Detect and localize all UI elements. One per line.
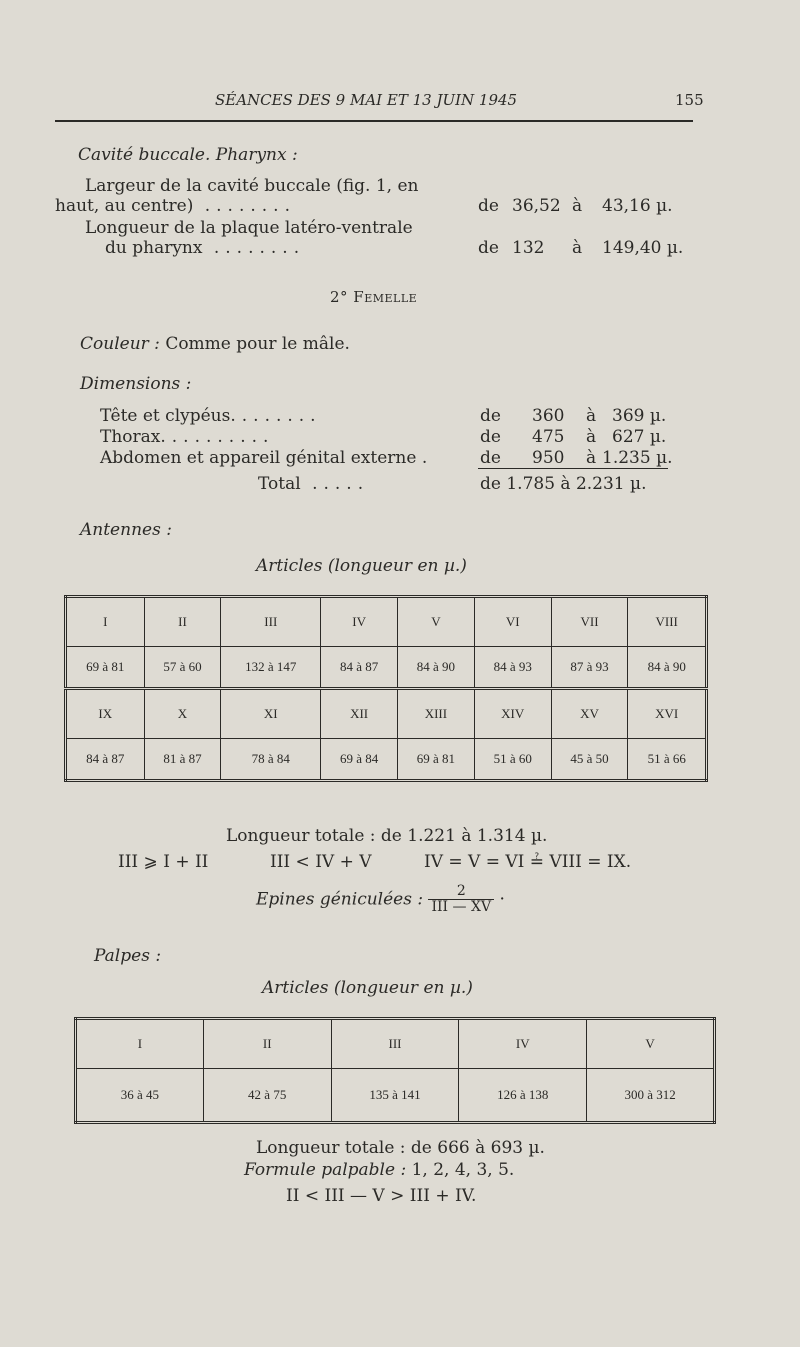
ant-h-14: XIV bbox=[474, 689, 551, 739]
ant-h-9: IX bbox=[66, 689, 145, 739]
ant-v-1: 69 à 81 bbox=[66, 647, 145, 689]
dim-thorax-max: 627 µ. bbox=[612, 427, 667, 447]
ant-v-12: 69 à 84 bbox=[321, 739, 398, 781]
ant-h-15: XV bbox=[551, 689, 628, 739]
ant-h-8: VIII bbox=[628, 597, 707, 647]
antennes-formula-3: IV = V = VI ≟ VIII = IX. bbox=[424, 852, 632, 872]
palpe-v-4: 126 à 138 bbox=[459, 1069, 587, 1123]
ant-h-6: VI bbox=[474, 597, 551, 647]
cavite-row1-de: de bbox=[478, 196, 499, 216]
epines-geniculees: Epines géniculées : $\frac{2}{\text{III — XV}}$ · bbox=[256, 883, 505, 915]
ant-v-10: 81 à 87 bbox=[144, 739, 221, 781]
antennes-formula-2: III < IV + V bbox=[270, 852, 372, 872]
palpes-label: Palpes : bbox=[94, 946, 162, 966]
palpe-h-3: III bbox=[331, 1019, 459, 1069]
ant-v-16: 51 à 66 bbox=[628, 739, 707, 781]
ant-h-12: XII bbox=[321, 689, 398, 739]
ant-h-16: XVI bbox=[628, 689, 707, 739]
ant-v-13: 69 à 81 bbox=[398, 739, 475, 781]
dim-row-thorax: Thorax.......... bbox=[100, 427, 275, 447]
palpes-total: Longueur totale : de 666 à 693 µ. bbox=[256, 1138, 545, 1158]
ant-h-13: XIII bbox=[398, 689, 475, 739]
cavite-row1-min: 36,52 bbox=[512, 196, 561, 216]
dim-abdomen-de: de bbox=[480, 448, 501, 468]
female-heading: 2° Femelle bbox=[330, 288, 418, 306]
cavite-row1-line1: Largeur de la cavité buccale (fig. 1, en bbox=[85, 176, 419, 196]
ant-v-2: 57 à 60 bbox=[144, 647, 221, 689]
dim-row-tete: Tête et clypéus........ bbox=[100, 406, 322, 426]
cavite-row2-de: de bbox=[478, 238, 499, 258]
ant-v-15: 45 à 50 bbox=[551, 739, 628, 781]
dim-tete-de: de bbox=[480, 406, 501, 426]
ant-h-4: IV bbox=[321, 597, 398, 647]
ant-h-7: VII bbox=[551, 597, 628, 647]
dim-tete-max: 369 µ. bbox=[612, 406, 667, 426]
palpe-v-3: 135 à 141 bbox=[331, 1069, 459, 1123]
ant-h-1: I bbox=[66, 597, 145, 647]
ant-v-7: 87 à 93 bbox=[551, 647, 628, 689]
palpes-relation: II < III — V > III + IV. bbox=[286, 1186, 477, 1206]
ant-h-11: XI bbox=[221, 689, 321, 739]
antennes-label: Antennes : bbox=[80, 520, 172, 540]
antennes-table bbox=[64, 595, 708, 782]
dim-thorax-de: de bbox=[480, 427, 501, 447]
dim-abdomen-max: 1.235 µ. bbox=[602, 448, 673, 468]
ant-h-5: V bbox=[398, 597, 475, 647]
header-rule bbox=[55, 120, 693, 122]
antennes-caption: Articles (longueur en µ.) bbox=[256, 556, 467, 576]
palpe-h-5: V bbox=[587, 1019, 715, 1069]
palpes-caption: Articles (longueur en µ.) bbox=[262, 978, 473, 998]
cavite-row2-min: 132 bbox=[512, 238, 545, 258]
cavite-row2-a: à bbox=[572, 238, 583, 258]
ant-h-3: III bbox=[221, 597, 321, 647]
cavite-row1-a: à bbox=[572, 196, 583, 216]
total-rule bbox=[478, 468, 668, 469]
page-number: 155 bbox=[675, 91, 704, 109]
dimensions-label: Dimensions : bbox=[80, 374, 192, 394]
cavite-row2-line2: du pharynx ........ bbox=[105, 238, 306, 258]
dim-row-abdomen: Abdomen et appareil génital externe . bbox=[100, 448, 428, 468]
epines-fraction: $\frac{2}{\text{III — XV}}$ bbox=[428, 884, 494, 915]
palpe-h-1: I bbox=[76, 1019, 204, 1069]
ant-v-11: 78 à 84 bbox=[221, 739, 321, 781]
palpe-h-2: II bbox=[203, 1019, 331, 1069]
cavite-row1-max: 43,16 µ. bbox=[602, 196, 673, 216]
dim-total-value: de 1.785 à 2.231 µ. bbox=[480, 474, 647, 494]
antennes-formula-1: III ⩾ I + II bbox=[118, 852, 209, 872]
cavite-row2-line1: Longueur de la plaque latéro-ventrale bbox=[85, 218, 413, 238]
dim-total-label: Total ..... bbox=[258, 474, 370, 494]
ant-v-5: 84 à 90 bbox=[398, 647, 475, 689]
ant-v-3: 132 à 147 bbox=[221, 647, 321, 689]
couleur-line: Couleur : Comme pour le mâle. bbox=[80, 334, 350, 354]
ant-v-6: 84 à 93 bbox=[474, 647, 551, 689]
running-head: SÉANCES DES 9 MAI ET 13 JUIN 1945 bbox=[215, 91, 518, 109]
dim-tete-a: à bbox=[586, 406, 597, 426]
palpe-v-1: 36 à 45 bbox=[76, 1069, 204, 1123]
ant-h-2: II bbox=[144, 597, 221, 647]
palpes-formula: Formule palpable : 1, 2, 4, 3, 5. bbox=[244, 1160, 515, 1180]
dim-abdomen-min: 950 bbox=[532, 448, 565, 468]
ant-v-14: 51 à 60 bbox=[474, 739, 551, 781]
ant-v-8: 84 à 90 bbox=[628, 647, 707, 689]
palpe-v-2: 42 à 75 bbox=[203, 1069, 331, 1123]
dim-abdomen-a: à bbox=[586, 448, 597, 468]
cavite-heading: Cavité buccale. Pharynx : bbox=[78, 145, 298, 165]
cavite-row2-max: 149,40 µ. bbox=[602, 238, 684, 258]
palpe-h-4: IV bbox=[459, 1019, 587, 1069]
antennes-total: Longueur totale : de 1.221 à 1.314 µ. bbox=[226, 826, 548, 846]
dim-thorax-min: 475 bbox=[532, 427, 565, 447]
palpe-v-5: 300 à 312 bbox=[587, 1069, 715, 1123]
ant-h-10: X bbox=[144, 689, 221, 739]
ant-v-9: 84 à 87 bbox=[66, 739, 145, 781]
ant-v-4: 84 à 87 bbox=[321, 647, 398, 689]
palpes-table bbox=[74, 1017, 716, 1124]
dim-tete-min: 360 bbox=[532, 406, 565, 426]
dim-thorax-a: à bbox=[586, 427, 597, 447]
cavite-row1-line2: haut, au centre) ........ bbox=[55, 196, 296, 216]
